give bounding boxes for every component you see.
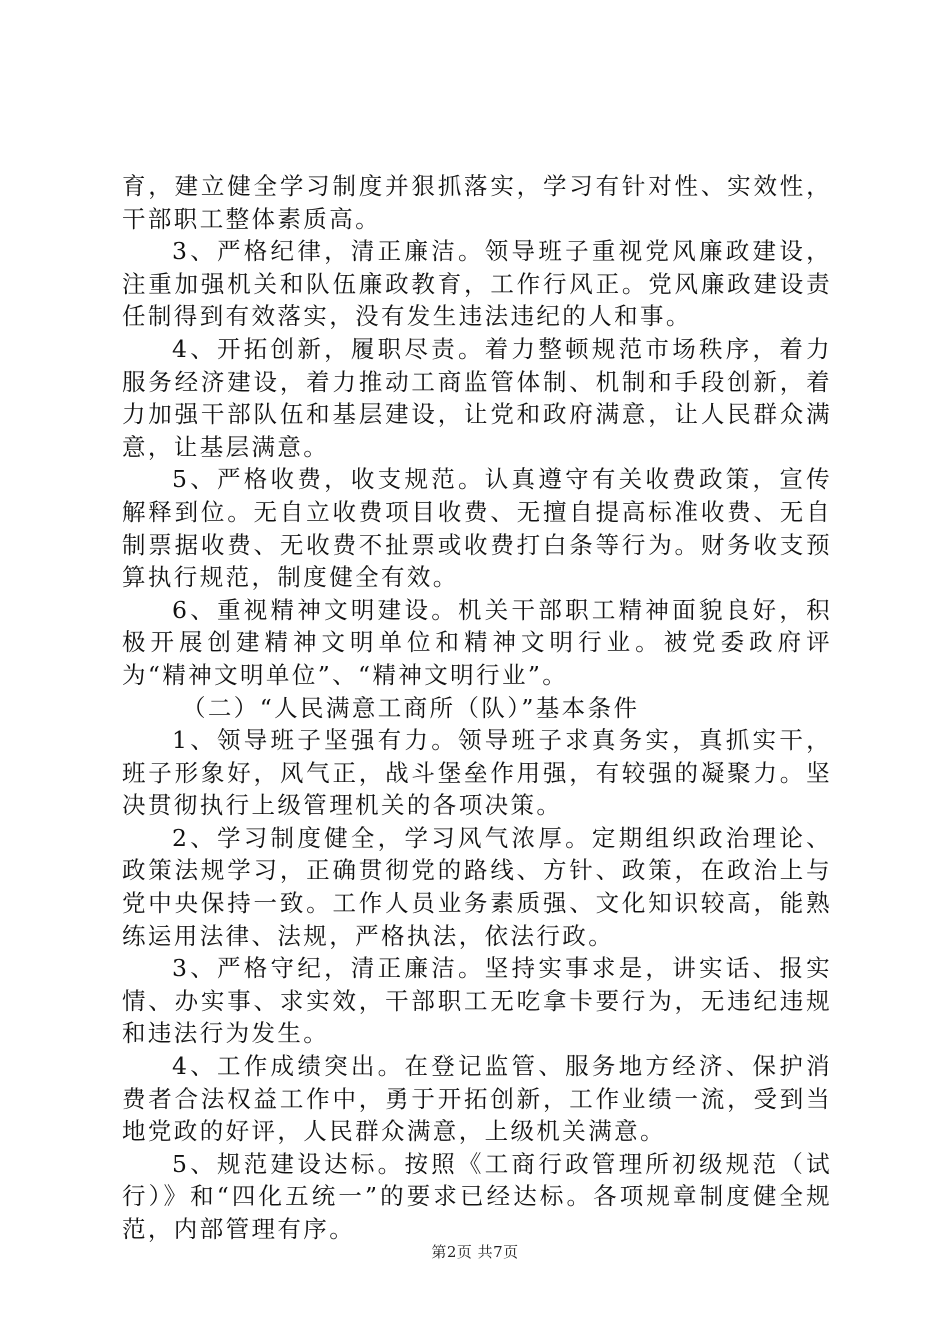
paragraph-item-4-achievement: 4、工作成绩突出。在登记监管、服务地方经济、保护消费者合法权益工作中，勇于开拓创新，工作业绩一流，受到当地党政的好评，人民群众满意，上级机关满意。 <box>122 1052 832 1146</box>
section-heading-2: （二）“人民满意工商所（队）”基本条件 <box>182 693 640 722</box>
document-body <box>122 170 832 1246</box>
paragraph-item-1-leadership: 1、领导班子坚强有力。领导班子求真务实，真抓实干，班子形象好，风气正，战斗堡垒作用强，有较强的凝聚力。坚决贯彻执行上级管理机关的各项决策。 <box>122 726 832 820</box>
paragraph-item-5-fees: 5、严格收费，收支规范。认真遵守有关收费政策，宣传解释到位。无自立收费项目收费、无擅自提高标准收费、无自制票据收费、无收费不扯票或收费打白条等行为。财务收支预算执行规范，制度健全有效。 <box>122 465 832 592</box>
paragraph-item-5-standards: 5、规范建设达标。按照《工商行政管理所初级规范（试行）》和“四化五统一”的要求已经达标。各项规章制度健全规范，内部管理有序。 <box>122 1149 832 1243</box>
paragraph-item-3-discipline: 3、严格纪律，清正廉洁。领导班子重视党风廉政建设，注重加强机关和队伍廉政教育，工作行风正。党风廉政建设责任制得到有效落实，没有发生违法违纪的人和事。 <box>122 237 832 331</box>
paragraph-item-4-innovation: 4、开拓创新，履职尽责。着力整顿规范市场秩序，着力服务经济建设，着力推动工商监管体制、机制和手段创新，着力加强干部队伍和基层建设，让党和政府满意，让人民群众满意，让基层满意。 <box>122 334 832 461</box>
paragraph-item-6-civilization: 6、重视精神文明建设。机关干部职工精神面貌良好，积极开展创建精神文明单位和精神文明行业。被党委政府评为“精神文明单位”、“精神文明行业”。 <box>122 595 832 689</box>
paragraph-continuation: 育，建立健全学习制度并狠抓落实，学习有针对性、实效性，干部职工整体素质高。 <box>122 172 832 233</box>
paragraph-item-3-integrity: 3、严格守纪，清正廉洁。坚持实事求是，讲实话、报实情、办实事、求实效，干部职工无吃拿卡要行为，无违纪违规和违法行为发生。 <box>122 954 832 1048</box>
page-number-footer: 第2页 共7页 <box>431 1243 519 1261</box>
paragraph-item-2-study: 2、学习制度健全，学习风气浓厚。定期组织政治理论、政策法规学习，正确贯彻党的路线、方针、政策，在政治上与党中央保持一致。工作人员业务素质强、文化知识较高，能熟练运用法律、法规，严格执法，依法行政。 <box>122 823 832 950</box>
